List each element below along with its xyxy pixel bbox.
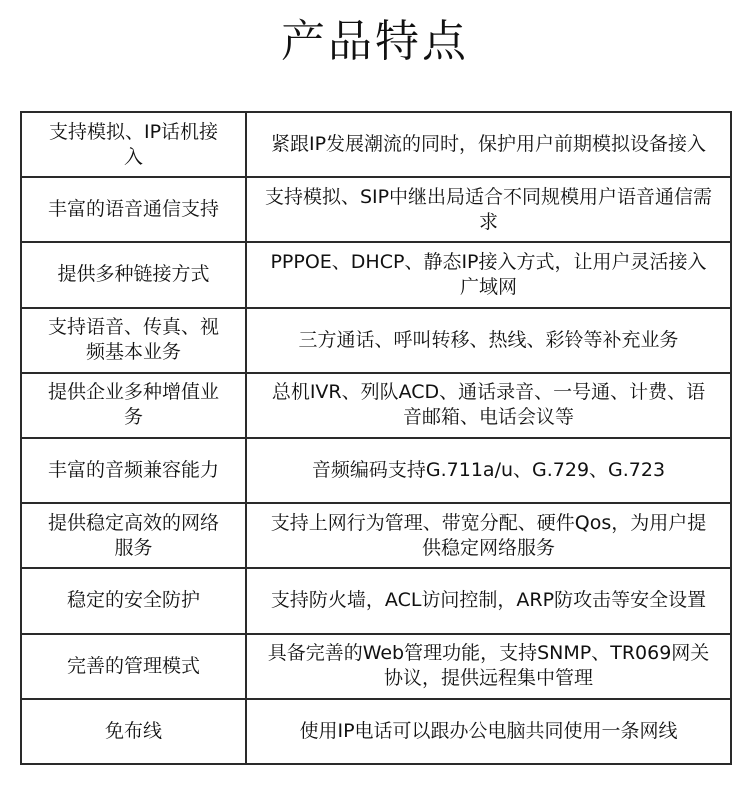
feature-name: 支持语音、传真、视频基本业务 [21,308,246,373]
feature-description: PPPOE、DHCP、静态IP接入方式，让用户灵活接入广域网 [246,242,731,307]
table-row [21,568,731,633]
table-row [21,308,731,373]
table-row [21,634,731,699]
feature-name: 提供稳定高效的网络服务 [21,503,246,568]
feature-description: 支持防火墙，ACL访问控制，ARP防攻击等安全设置 [246,568,731,633]
feature-name: 丰富的语音通信支持 [21,177,246,242]
feature-name: 完善的管理模式 [21,634,246,699]
feature-name: 免布线 [21,699,246,764]
feature-name: 提供企业多种增值业务 [21,373,246,438]
table-row [21,177,731,242]
table-row [21,438,731,503]
feature-description: 三方通话、呼叫转移、热线、彩铃等补充业务 [246,308,731,373]
feature-description: 支持模拟、SIP中继出局适合不同规模用户语音通信需求 [246,177,731,242]
feature-description: 音频编码支持G.711a/u、G.729、G.723 [246,438,731,503]
table-row [21,112,731,177]
feature-name: 稳定的安全防护 [21,568,246,633]
feature-description: 总机IVR、列队ACD、通话录音、一号通、计费、语音邮箱、电话会议等 [246,373,731,438]
feature-name: 支持模拟、IP话机接入 [21,112,246,177]
feature-description: 具备完善的Web管理功能，支持SNMP、TR069网关协议，提供远程集中管理 [246,634,731,699]
table-row [21,242,731,307]
page-title: 产品特点 [281,16,469,67]
feature-description: 紧跟IP发展潮流的同时，保护用户前期模拟设备接入 [246,112,731,177]
feature-name: 丰富的音频兼容能力 [21,438,246,503]
feature-description: 使用IP电话可以跟办公电脑共同使用一条网线 [246,699,731,764]
table-row [21,373,731,438]
table-row [21,503,731,568]
feature-name: 提供多种链接方式 [21,242,246,307]
feature-description: 支持上网行为管理、带宽分配、硬件Qos，为用户提供稳定网络服务 [246,503,731,568]
feature-table [20,111,732,765]
table-row [21,699,731,764]
